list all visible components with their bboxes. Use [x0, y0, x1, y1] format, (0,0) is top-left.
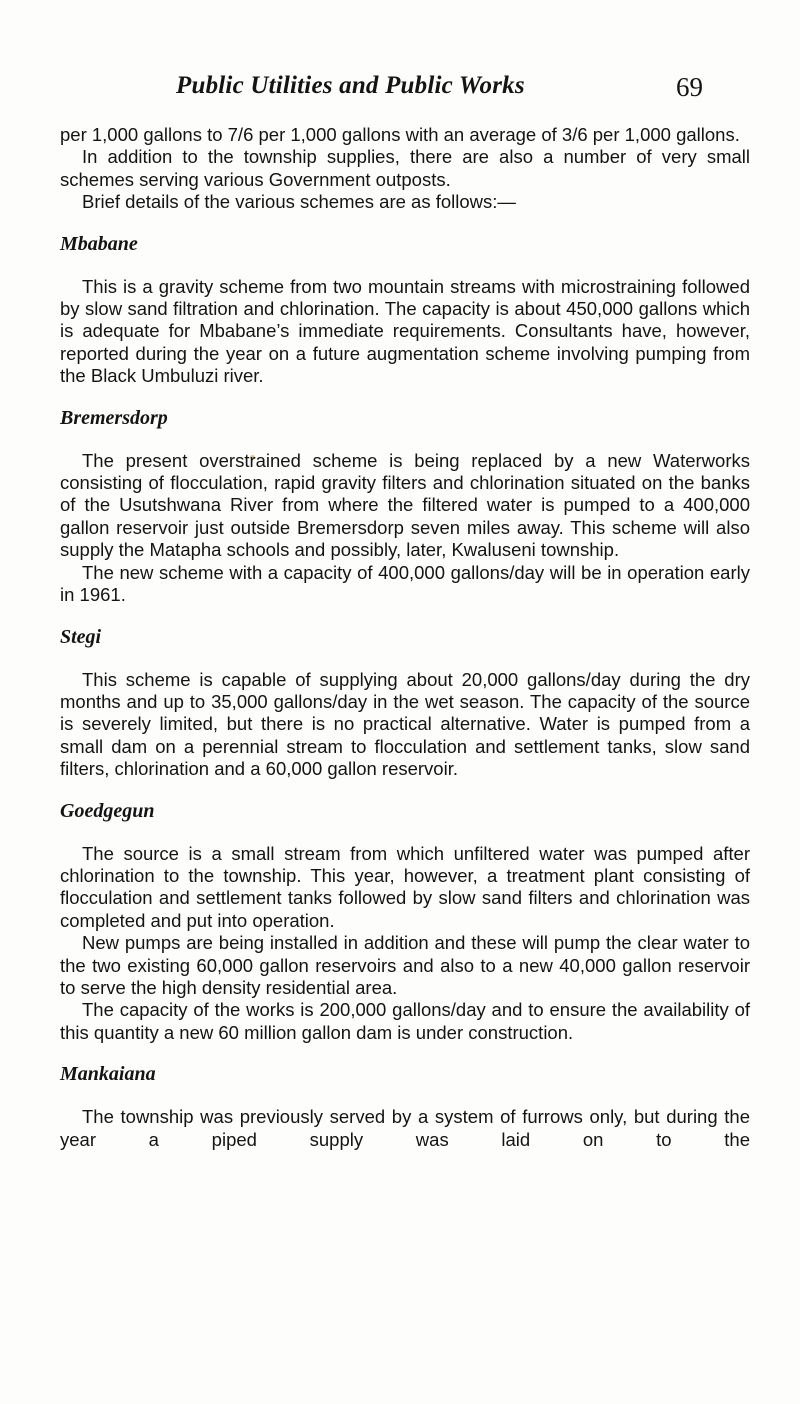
- section-paragraph: The township was previously served by a system of furrows only, but during the year a piped supply was laid on to the: [60, 1106, 750, 1150]
- section-heading-mankaiana: Mankaiana: [60, 1063, 156, 1086]
- intro-paragraph: In addition to the township supplies, there are also a number of very small schemes serving various Government outposts.: [60, 146, 750, 190]
- section-paragraph: New pumps are being installed in addition and these will pump the clear water to the two existing 60,000 gallon reservoirs and also to a new 40,000 gallon reservoir to serve the high density residential area.: [60, 932, 750, 998]
- section-paragraph: This scheme is capable of supplying about 20,000 gallons/day during the dry months and up to 35,000 gallons/day in the wet season. The capacity of the source is severely limited, but there is no practical alternative. Water is pumped from a small dam on a perennial stream to flocculation and settlement tanks, slow sand filters, chlorination and a 60,000 gallon reservoir.: [60, 668, 750, 780]
- running-head-title: Public Utilities and Public Works: [176, 72, 525, 99]
- section-paragraph: This is a gravity scheme from two mountain streams with microstraining followed by slow sand filtration and chlorination. The capacity is about 450,000 gallons which is adequate for Mbabane’s immediate requirements. Consultants have, however, reported during the year on a future augmentation scheme involving pumping from the Black Umbuluzi river.: [60, 275, 750, 387]
- intro-paragraph: Brief details of the various schemes are as follows:—: [82, 191, 516, 213]
- section-paragraph: The capacity of the works is 200,000 gallons/day and to ensure the availability of this quantity a new 60 million gallon dam is under construction.: [60, 999, 750, 1043]
- section-heading-mbabane: Mbabane: [60, 232, 138, 255]
- intro-paragraph-continued: per 1,000 gallons to 7/6 per 1,000 gallons with an average of 3/6 per 1,000 gallons.: [60, 124, 740, 145]
- section-paragraph: The present overstrained scheme is being replaced by a new Waterworks consisting of flocculation, rapid gravity filters and chlorination situated on the banks of the Usutshwana River from where the filtered water is pumped to a 400,000 gallon reservoir just outside Bremersdorp seven miles away. This scheme will also supply the Matapha schools and possibly, later, Kwaluseni township.: [60, 449, 750, 561]
- section-paragraph: The source is a small stream from which unfiltered water was pumped after chlorination to the township. This year, however, a treatment plant consisting of flocculation and settlement tanks followed by slow sand filters and chlorination was completed and put into operation.: [60, 842, 750, 931]
- page-number: 69: [676, 72, 703, 102]
- section-heading-stegi: Stegi: [60, 625, 102, 648]
- section-heading-bremersdorp: Bremersdorp: [60, 406, 168, 429]
- section-paragraph: The new scheme with a capacity of 400,000 gallons/day will be in operation early in 1961.: [60, 561, 750, 606]
- section-heading-goedgegun: Goedgegun: [60, 799, 155, 822]
- page-body: [60, 124, 750, 1151]
